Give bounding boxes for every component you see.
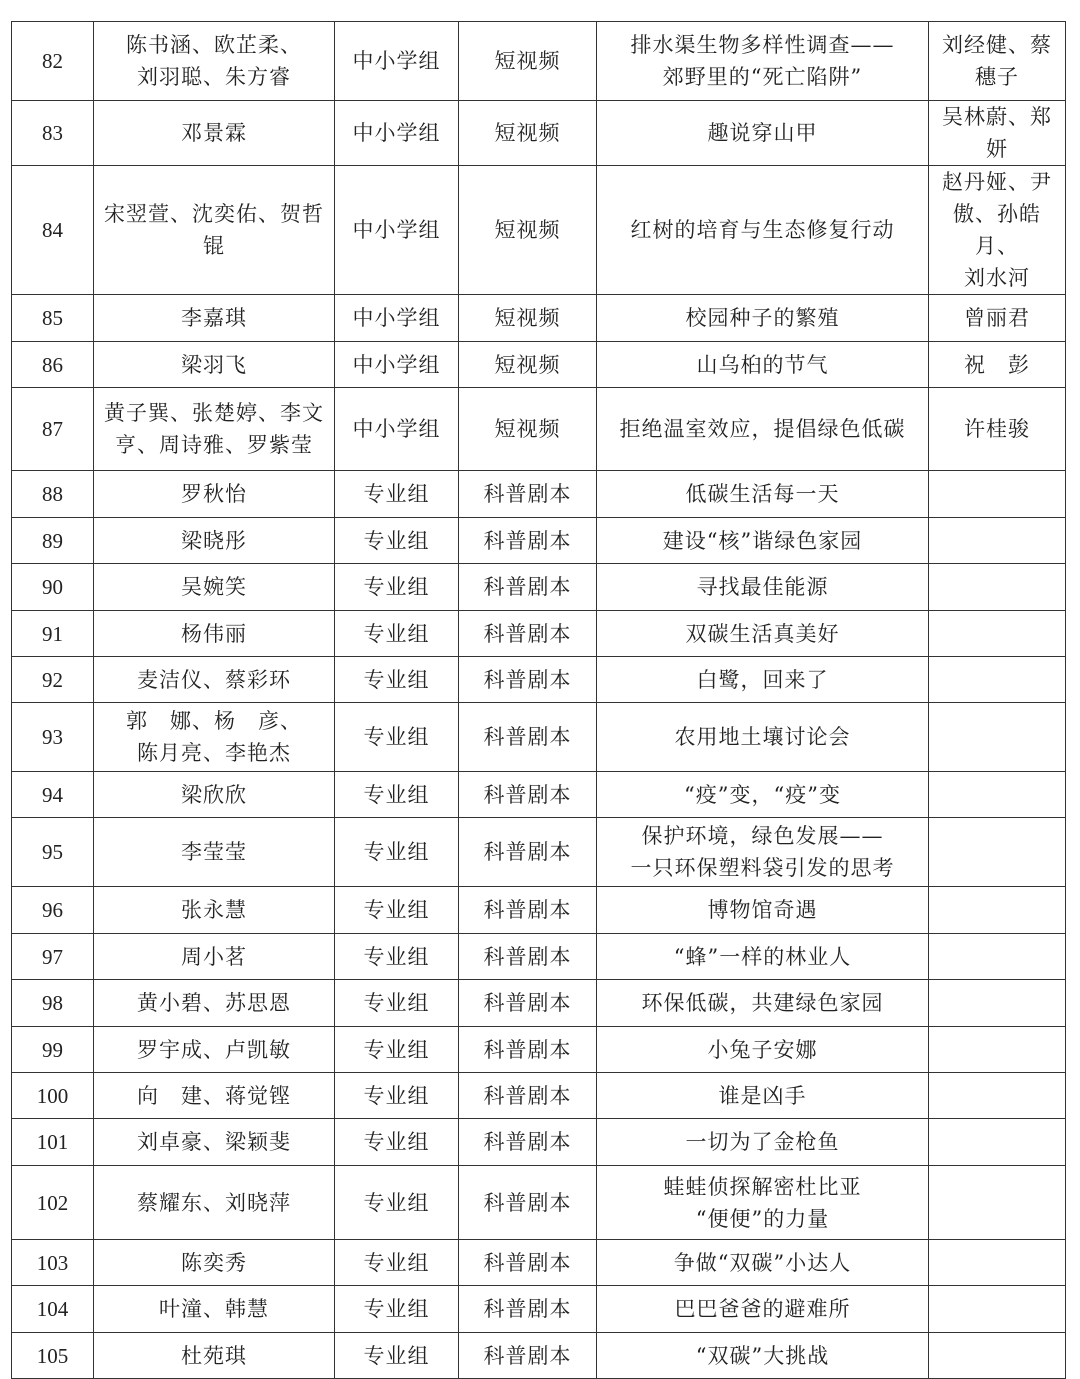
group-cell: 专业组 [335,657,459,703]
no-cell: 83 [12,101,94,166]
tutor-line: 曾丽君 [964,306,1030,330]
names-line: 蔡耀东、刘晓萍 [137,1190,291,1215]
title-line: 保护环境，绿色发展—— [641,824,884,848]
names-line: 郭 娜、杨 彦、 [126,709,302,733]
type-cell: 科普剧本 [459,934,597,980]
no-cell: 90 [12,564,94,611]
table-row [12,887,1066,934]
title-cell [597,388,929,471]
no-cell: 85 [12,295,94,342]
names-cell [94,1027,335,1073]
type-cell: 科普剧本 [459,980,597,1027]
table-row [12,703,1066,772]
names-cell [94,934,335,980]
names-cell [94,101,335,166]
no-cell: 102 [12,1166,94,1240]
names-line: 邓景霖 [181,121,247,145]
names-line: 杜苑琪 [181,1343,247,1368]
table-body [12,22,1066,1379]
tutor-line: 刘经健、蔡 [942,33,1052,57]
tutor-cell [929,1286,1066,1333]
table-row [12,471,1066,518]
title-line: 郊野里的“死亡陷阱” [662,65,863,89]
table-row [12,342,1066,388]
tutor-cell [929,166,1066,295]
no-cell: 98 [12,980,94,1027]
no-cell: 96 [12,887,94,934]
title-cell [597,772,929,818]
title-line: 排水渠生物多样性调查—— [630,33,895,57]
title-line: 小兔子安娜 [707,1037,818,1062]
tutor-cell [929,1119,1066,1166]
names-line: 刘卓豪、梁颖斐 [137,1130,291,1154]
tutor-cell [929,657,1066,703]
names-line: 陈月亮、李艳杰 [137,741,291,765]
table-row [12,1027,1066,1073]
title-cell [597,1166,929,1240]
no-cell: 89 [12,518,94,564]
table-row [12,518,1066,564]
names-line: 梁欣欣 [181,782,247,807]
type-cell: 科普剧本 [459,818,597,887]
names-cell [94,657,335,703]
names-line: 梁羽飞 [181,352,247,377]
title-cell [597,1286,929,1333]
type-cell: 短视频 [459,22,597,101]
no-cell: 91 [12,611,94,657]
title-line: 建设“核”谐绿色家园 [662,528,863,553]
names-line: 宋翌萱、沈奕佑、贺哲锟 [104,202,324,258]
title-cell [597,518,929,564]
table-row [12,1166,1066,1240]
group-cell: 专业组 [335,1286,459,1333]
title-cell [597,564,929,611]
tutor-cell [929,934,1066,980]
names-cell [94,295,335,342]
tutor-cell [929,388,1066,471]
group-cell: 专业组 [335,611,459,657]
names-line: 麦洁仪、蔡彩环 [137,667,291,692]
no-cell: 82 [12,22,94,101]
type-cell: 科普剧本 [459,887,597,934]
title-cell [597,818,929,887]
title-cell [597,1073,929,1119]
names-cell [94,1333,335,1379]
type-cell: 科普剧本 [459,1027,597,1073]
no-cell: 94 [12,772,94,818]
type-cell: 短视频 [459,166,597,295]
names-line: 吴婉笑 [181,575,247,599]
title-cell [597,166,929,295]
no-cell: 95 [12,818,94,887]
title-cell [597,1027,929,1073]
type-cell: 科普剧本 [459,518,597,564]
names-cell [94,1240,335,1286]
names-line: 向 建、蒋觉铿 [137,1083,291,1108]
title-line: 双碳生活真美好 [685,621,840,646]
table-row [12,1240,1066,1286]
type-cell: 科普剧本 [459,471,597,518]
title-cell [597,703,929,772]
title-line: 红树的培育与生态修复行动 [630,218,895,242]
title-line: 一只环保塑料袋引发的思考 [630,856,895,880]
tutor-cell [929,980,1066,1027]
no-cell: 105 [12,1333,94,1379]
tutor-cell [929,342,1066,388]
names-cell [94,22,335,101]
table-row [12,22,1066,101]
names-line: 陈书涵、欧芷柔、 [126,33,302,57]
names-cell [94,166,335,295]
title-cell [597,887,929,934]
group-cell: 专业组 [335,1166,459,1240]
type-cell: 科普剧本 [459,1119,597,1166]
title-cell [597,101,929,166]
names-line: 李嘉琪 [181,306,247,330]
type-cell: 科普剧本 [459,1166,597,1240]
table-row [12,166,1066,295]
no-cell: 100 [12,1073,94,1119]
title-line: 谁是凶手 [718,1083,807,1108]
group-cell: 专业组 [335,1240,459,1286]
table-row [12,818,1066,887]
tutor-line: 穗子 [975,65,1019,89]
group-cell: 中小学组 [335,388,459,471]
type-cell: 科普剧本 [459,703,597,772]
names-cell [94,611,335,657]
title-line: 趣说穿山甲 [707,121,818,145]
title-cell [597,1240,929,1286]
table-row [12,564,1066,611]
title-cell [597,295,929,342]
no-cell: 103 [12,1240,94,1286]
names-line: 李莹莹 [181,840,247,864]
names-cell [94,887,335,934]
title-line: “便便”的力量 [695,1206,830,1231]
names-cell [94,564,335,611]
no-cell: 99 [12,1027,94,1073]
group-cell: 专业组 [335,772,459,818]
title-line: 巴巴爸爸的避难所 [674,1297,851,1321]
tutor-cell [929,772,1066,818]
title-line: 博物馆奇遇 [707,898,818,922]
table-row [12,1286,1066,1333]
title-line: “双碳”大挑战 [695,1343,830,1368]
type-cell: 短视频 [459,342,597,388]
table-row [12,980,1066,1027]
no-cell: 93 [12,703,94,772]
title-line: 白鹭，回来了 [696,667,829,692]
type-cell: 科普剧本 [459,611,597,657]
table-row [12,101,1066,166]
tutor-line: 许桂骏 [964,417,1030,441]
table-row [12,772,1066,818]
title-cell [597,1119,929,1166]
names-line: 周小茗 [181,944,247,969]
names-cell [94,518,335,564]
names-line: 罗宇成、卢凯敏 [137,1037,291,1062]
names-line: 叶潼、韩慧 [159,1297,269,1321]
type-cell: 科普剧本 [459,1333,597,1379]
title-cell [597,342,929,388]
names-cell [94,1286,335,1333]
title-line: 拒绝温室效应，提倡绿色低碳 [619,417,906,441]
names-cell [94,818,335,887]
tutor-cell [929,818,1066,887]
no-cell: 88 [12,471,94,518]
table-row [12,295,1066,342]
type-cell: 科普剧本 [459,657,597,703]
names-cell [94,388,335,471]
table-row [12,388,1066,471]
title-cell [597,22,929,101]
tutor-cell [929,295,1066,342]
table-row [12,1119,1066,1166]
group-cell: 中小学组 [335,101,459,166]
title-line: 农用地土壤讨论会 [674,725,851,749]
type-cell: 短视频 [459,388,597,471]
title-line: 山乌桕的节气 [696,352,829,377]
title-line: 寻找最佳能源 [696,575,829,599]
title-cell [597,1333,929,1379]
table-row [12,657,1066,703]
type-cell: 科普剧本 [459,1240,597,1286]
names-line: 亨、周诗雅、罗紫莹 [115,433,313,457]
group-cell: 专业组 [335,471,459,518]
group-cell: 专业组 [335,1073,459,1119]
group-cell: 中小学组 [335,166,459,295]
names-line: 张永慧 [181,898,247,922]
group-cell: 专业组 [335,980,459,1027]
names-cell [94,703,335,772]
no-cell: 84 [12,166,94,295]
tutor-cell [929,471,1066,518]
type-cell: 科普剧本 [459,1286,597,1333]
names-cell [94,471,335,518]
tutor-cell [929,611,1066,657]
names-line: 杨伟丽 [181,621,247,646]
tutor-line: 吴林蔚、郑妍 [942,105,1052,161]
title-line: 环保低碳，共建绿色家园 [641,991,884,1015]
title-line: “疫”变，“疫”变 [684,782,841,807]
title-cell [597,611,929,657]
table-row [12,1073,1066,1119]
group-cell: 专业组 [335,1119,459,1166]
names-cell [94,1166,335,1240]
names-cell [94,342,335,388]
title-cell [597,657,929,703]
names-cell [94,1073,335,1119]
type-cell: 科普剧本 [459,1073,597,1119]
no-cell: 101 [12,1119,94,1166]
names-line: 罗秋怡 [181,482,247,506]
tutor-line: 刘水河 [964,266,1030,290]
table-row [12,1333,1066,1379]
tutor-line: 赵丹娅、尹 [942,170,1052,194]
names-line: 刘羽聪、朱方睿 [137,65,291,89]
title-line: 蛙蛙侦探解密杜比亚 [663,1174,862,1199]
tutor-line: 傲、孙皓月、 [953,202,1041,258]
tutor-cell [929,1027,1066,1073]
title-line: 争做“双碳”小达人 [673,1250,852,1275]
type-cell: 科普剧本 [459,772,597,818]
group-cell: 专业组 [335,887,459,934]
tutor-line: 祝 彭 [964,352,1030,377]
title-cell [597,934,929,980]
names-cell [94,772,335,818]
group-cell: 专业组 [335,1333,459,1379]
title-line: 校园种子的繁殖 [685,306,840,330]
table-row [12,611,1066,657]
names-line: 黄小碧、苏思恩 [137,991,291,1015]
tutor-cell [929,1240,1066,1286]
names-cell [94,1119,335,1166]
group-cell: 专业组 [335,518,459,564]
tutor-cell [929,1166,1066,1240]
group-cell: 中小学组 [335,342,459,388]
title-line: 一切为了金枪鱼 [685,1130,840,1154]
table-row [12,934,1066,980]
title-cell [597,980,929,1027]
title-line: “蜂”一样的林业人 [673,944,852,969]
type-cell: 短视频 [459,295,597,342]
group-cell: 专业组 [335,1027,459,1073]
no-cell: 92 [12,657,94,703]
names-line: 陈奕秀 [181,1250,247,1275]
group-cell: 专业组 [335,564,459,611]
names-cell [94,980,335,1027]
group-cell: 专业组 [335,818,459,887]
tutor-cell [929,564,1066,611]
type-cell: 科普剧本 [459,564,597,611]
title-line: 低碳生活每一天 [685,482,840,506]
names-line: 梁晓彤 [181,528,247,553]
tutor-cell [929,22,1066,101]
tutor-cell [929,703,1066,772]
tutor-cell [929,1333,1066,1379]
no-cell: 97 [12,934,94,980]
title-cell [597,471,929,518]
group-cell: 专业组 [335,934,459,980]
award-list-table [11,21,1066,1379]
names-line: 黄子巽、张楚婷、李文 [104,401,324,425]
no-cell: 87 [12,388,94,471]
type-cell: 短视频 [459,101,597,166]
no-cell: 86 [12,342,94,388]
no-cell: 104 [12,1286,94,1333]
tutor-cell [929,887,1066,934]
group-cell: 中小学组 [335,295,459,342]
group-cell: 专业组 [335,703,459,772]
group-cell: 中小学组 [335,22,459,101]
tutor-cell [929,101,1066,166]
tutor-cell [929,1073,1066,1119]
tutor-cell [929,518,1066,564]
